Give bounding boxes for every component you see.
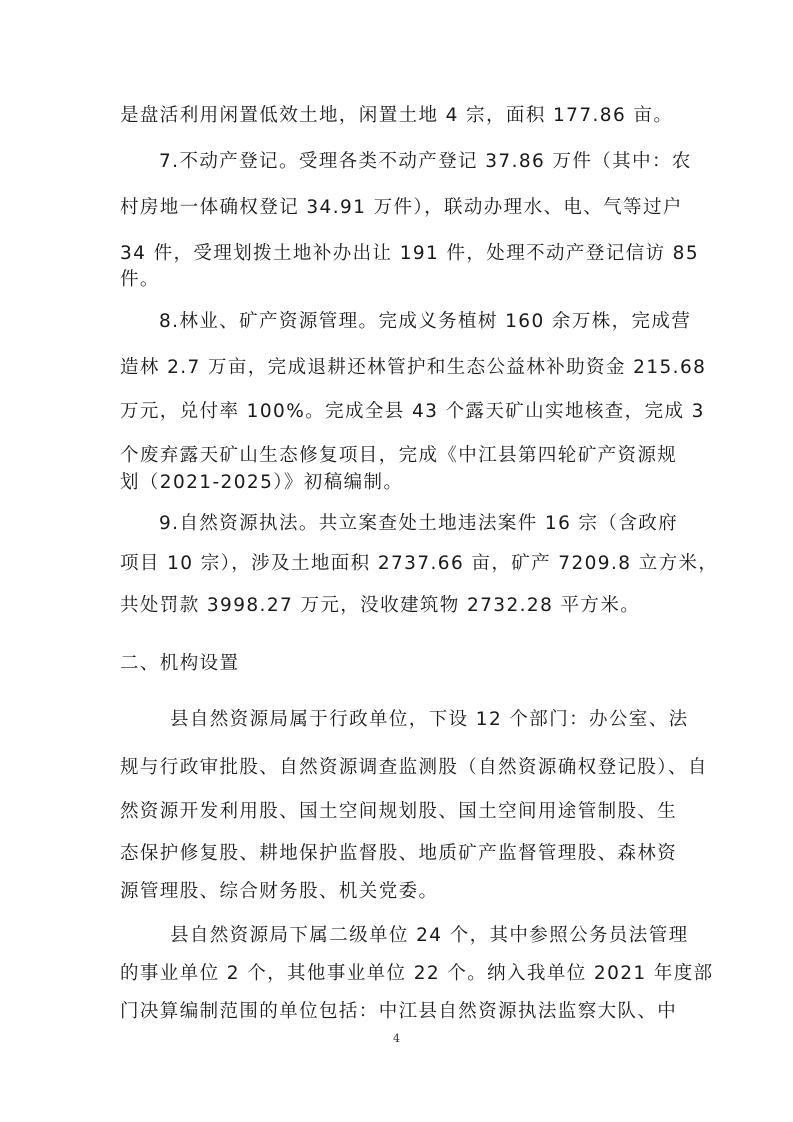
text-line-20: 县自然资源局下属二级单位 24 个，其中参照公务员法管理 bbox=[170, 925, 689, 946]
text-line-21: 的事业单位 2 个，其他事业单位 22 个。纳入我单位 2021 年度部 bbox=[120, 963, 714, 984]
page-number: 4 bbox=[393, 1032, 400, 1045]
text-line-5: 件。 bbox=[120, 269, 160, 290]
text-line-18: 态保护修复股、耕地保护监督股、地质矿产监督管理股、森林资 bbox=[120, 843, 678, 864]
text-line-7: 造林 2.7 万亩，完成退耕还林管护和生态公益林补助资金 215.68 bbox=[120, 357, 707, 378]
text-line-13: 共处罚款 3998.27 万元，没收建筑物 2732.28 平方米。 bbox=[120, 595, 641, 616]
text-line-17: 然资源开发利用股、国土空间规划股、国土空间用途管制股、生 bbox=[120, 801, 678, 822]
text-line-11: 9.自然资源执法。共立案查处土地违法案件 16 宗（含政府 bbox=[159, 513, 679, 534]
text-line-4: 34 件，受理划拨土地补办出让 191 件，处理不动产登记信访 85 bbox=[120, 243, 700, 264]
text-line-12: 项目 10 宗），涉及土地面积 2737.66 亩，矿产 7209.8 立方米， bbox=[120, 553, 719, 574]
text-line-19: 源管理股、综合财务股、机关党委。 bbox=[120, 881, 439, 902]
text-line-8: 万元，兑付率 100%。完成全县 43 个露天矿山实地核查，完成 3 bbox=[120, 401, 705, 422]
text-line-15: 县自然资源局属于行政单位，下设 12 个部门：办公室、法 bbox=[170, 709, 689, 730]
text-line-2: 7.不动产登记。受理各类不动产登记 37.86 万件（其中：农 bbox=[159, 151, 692, 172]
text-line-3: 村房地一体确权登记 34.91 万件），联动办理水、电、气等过户 bbox=[120, 197, 683, 218]
text-line-16: 规与行政审批股、自然资源调查监测股（自然资源确权登记股）、自 bbox=[120, 757, 708, 778]
text-line-22: 门决算编制范围的单位包括：中江县自然资源执法监察大队、中 bbox=[120, 1001, 678, 1022]
text-line-9: 个废弃露天矿山生态修复项目，完成《中江县第四轮矿产资源规 bbox=[120, 445, 678, 466]
text-line-10: 划（2021-2025）》初稿编制。 bbox=[120, 472, 404, 493]
section-heading: 二、机构设置 bbox=[120, 653, 240, 674]
text-line-6: 8.林业、矿产资源管理。完成义务植树 160 余万株，完成营 bbox=[159, 311, 692, 332]
text-line-1: 是盘活利用闲置低效土地，闲置土地 4 宗，面积 177.86 亩。 bbox=[120, 105, 674, 126]
